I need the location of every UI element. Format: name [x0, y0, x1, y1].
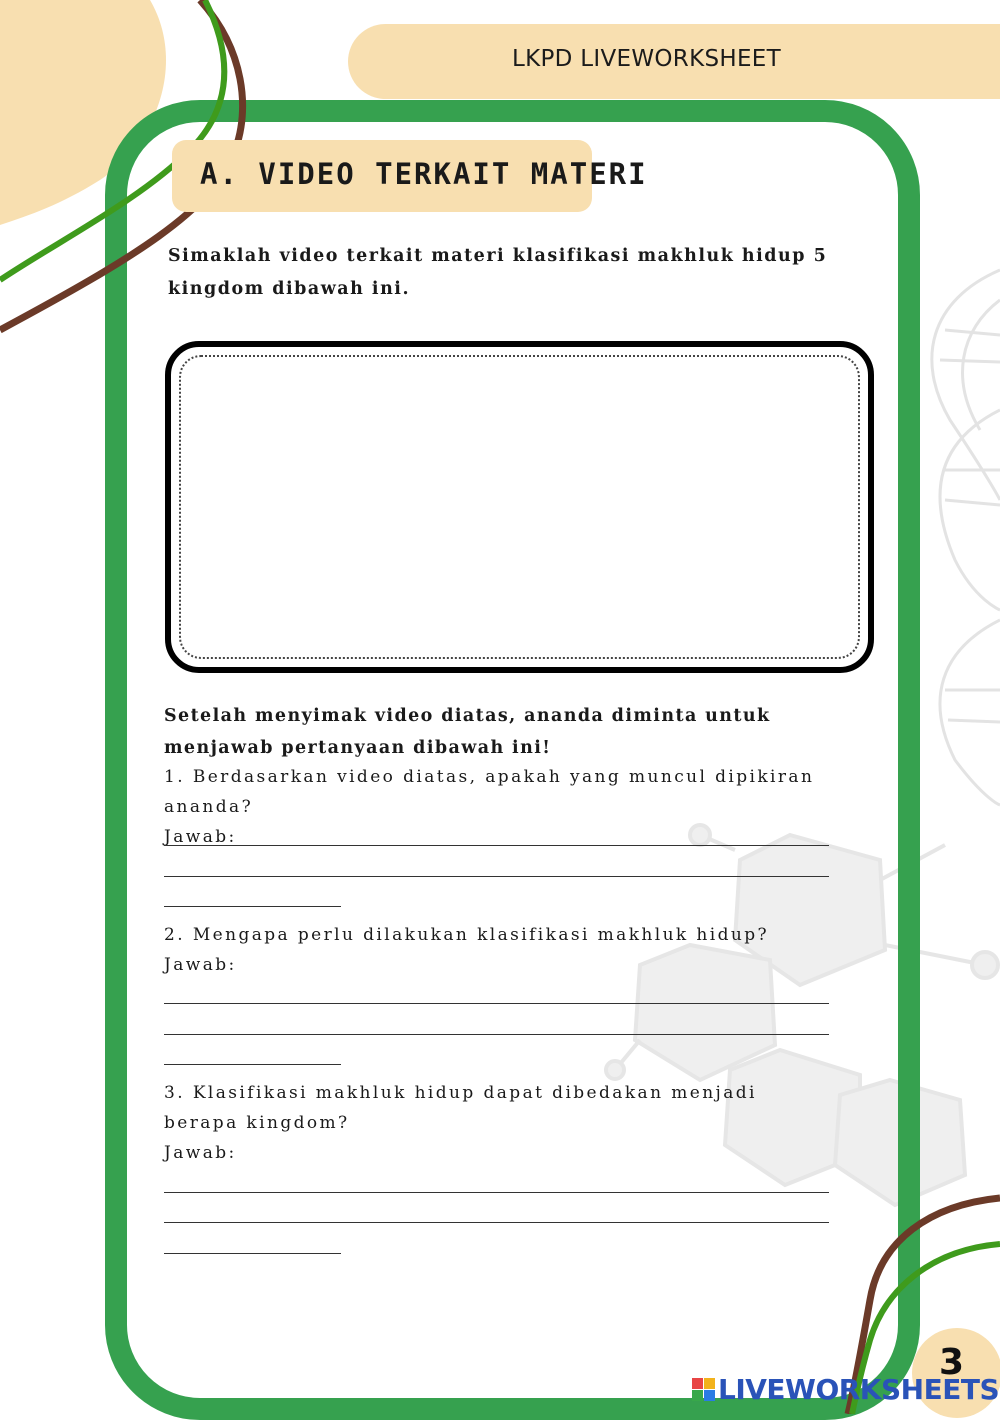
answer-2-line-2[interactable] — [164, 1034, 829, 1035]
header-title: LKPD LIVEWORKSHEET — [512, 46, 781, 72]
answer-3-line-1[interactable] — [164, 1192, 829, 1193]
page-number: 3 — [939, 1342, 965, 1383]
liveworksheets-mark-icon — [692, 1378, 715, 1401]
liveworksheets-logo[interactable] — [692, 1372, 999, 1406]
video-embed[interactable] — [165, 341, 874, 673]
question-2-text: 2. Mengapa perlu dilakukan klasifikasi makhluk hidup? — [164, 925, 770, 945]
answer-2-line-3[interactable] — [164, 1064, 341, 1065]
intro-text: Simaklah video terkait materi klasifikasi makhluk hidup 5 kingdom dibawah ini. — [168, 246, 828, 299]
answer-1-line-3[interactable] — [164, 906, 341, 907]
question-2 — [164, 920, 844, 980]
section-title: A. VIDEO TERKAIT MATERI — [200, 157, 648, 191]
question-3-text: 3. Klasifikasi makhluk hidup dapat dibedakan menjadi berapa kingdom? — [164, 1083, 757, 1133]
answer-1-line-1[interactable] — [164, 845, 829, 846]
answer-2-label: Jawab: — [164, 955, 237, 975]
question-3 — [164, 1078, 804, 1168]
question-1-text: 1. Berdasarkan video diatas, apakah yang muncul dipikiran ananda? — [164, 767, 815, 817]
answer-3-line-3[interactable] — [164, 1253, 341, 1254]
question-1 — [164, 762, 844, 852]
answer-2-line-1[interactable] — [164, 1003, 829, 1004]
video-inner-border — [179, 355, 860, 659]
answer-3-line-2[interactable] — [164, 1222, 829, 1223]
instruction-text: Setelah menyimak video diatas, ananda diminta untuk menjawab pertanyaan dibawah ini! — [164, 706, 771, 758]
liveworksheets-brand: LIVEWORKSHEETS — [718, 1372, 1000, 1406]
answer-3-label: Jawab: — [164, 1143, 237, 1163]
answer-1-label: Jawab: — [164, 827, 237, 847]
answer-1-line-2[interactable] — [164, 876, 829, 877]
